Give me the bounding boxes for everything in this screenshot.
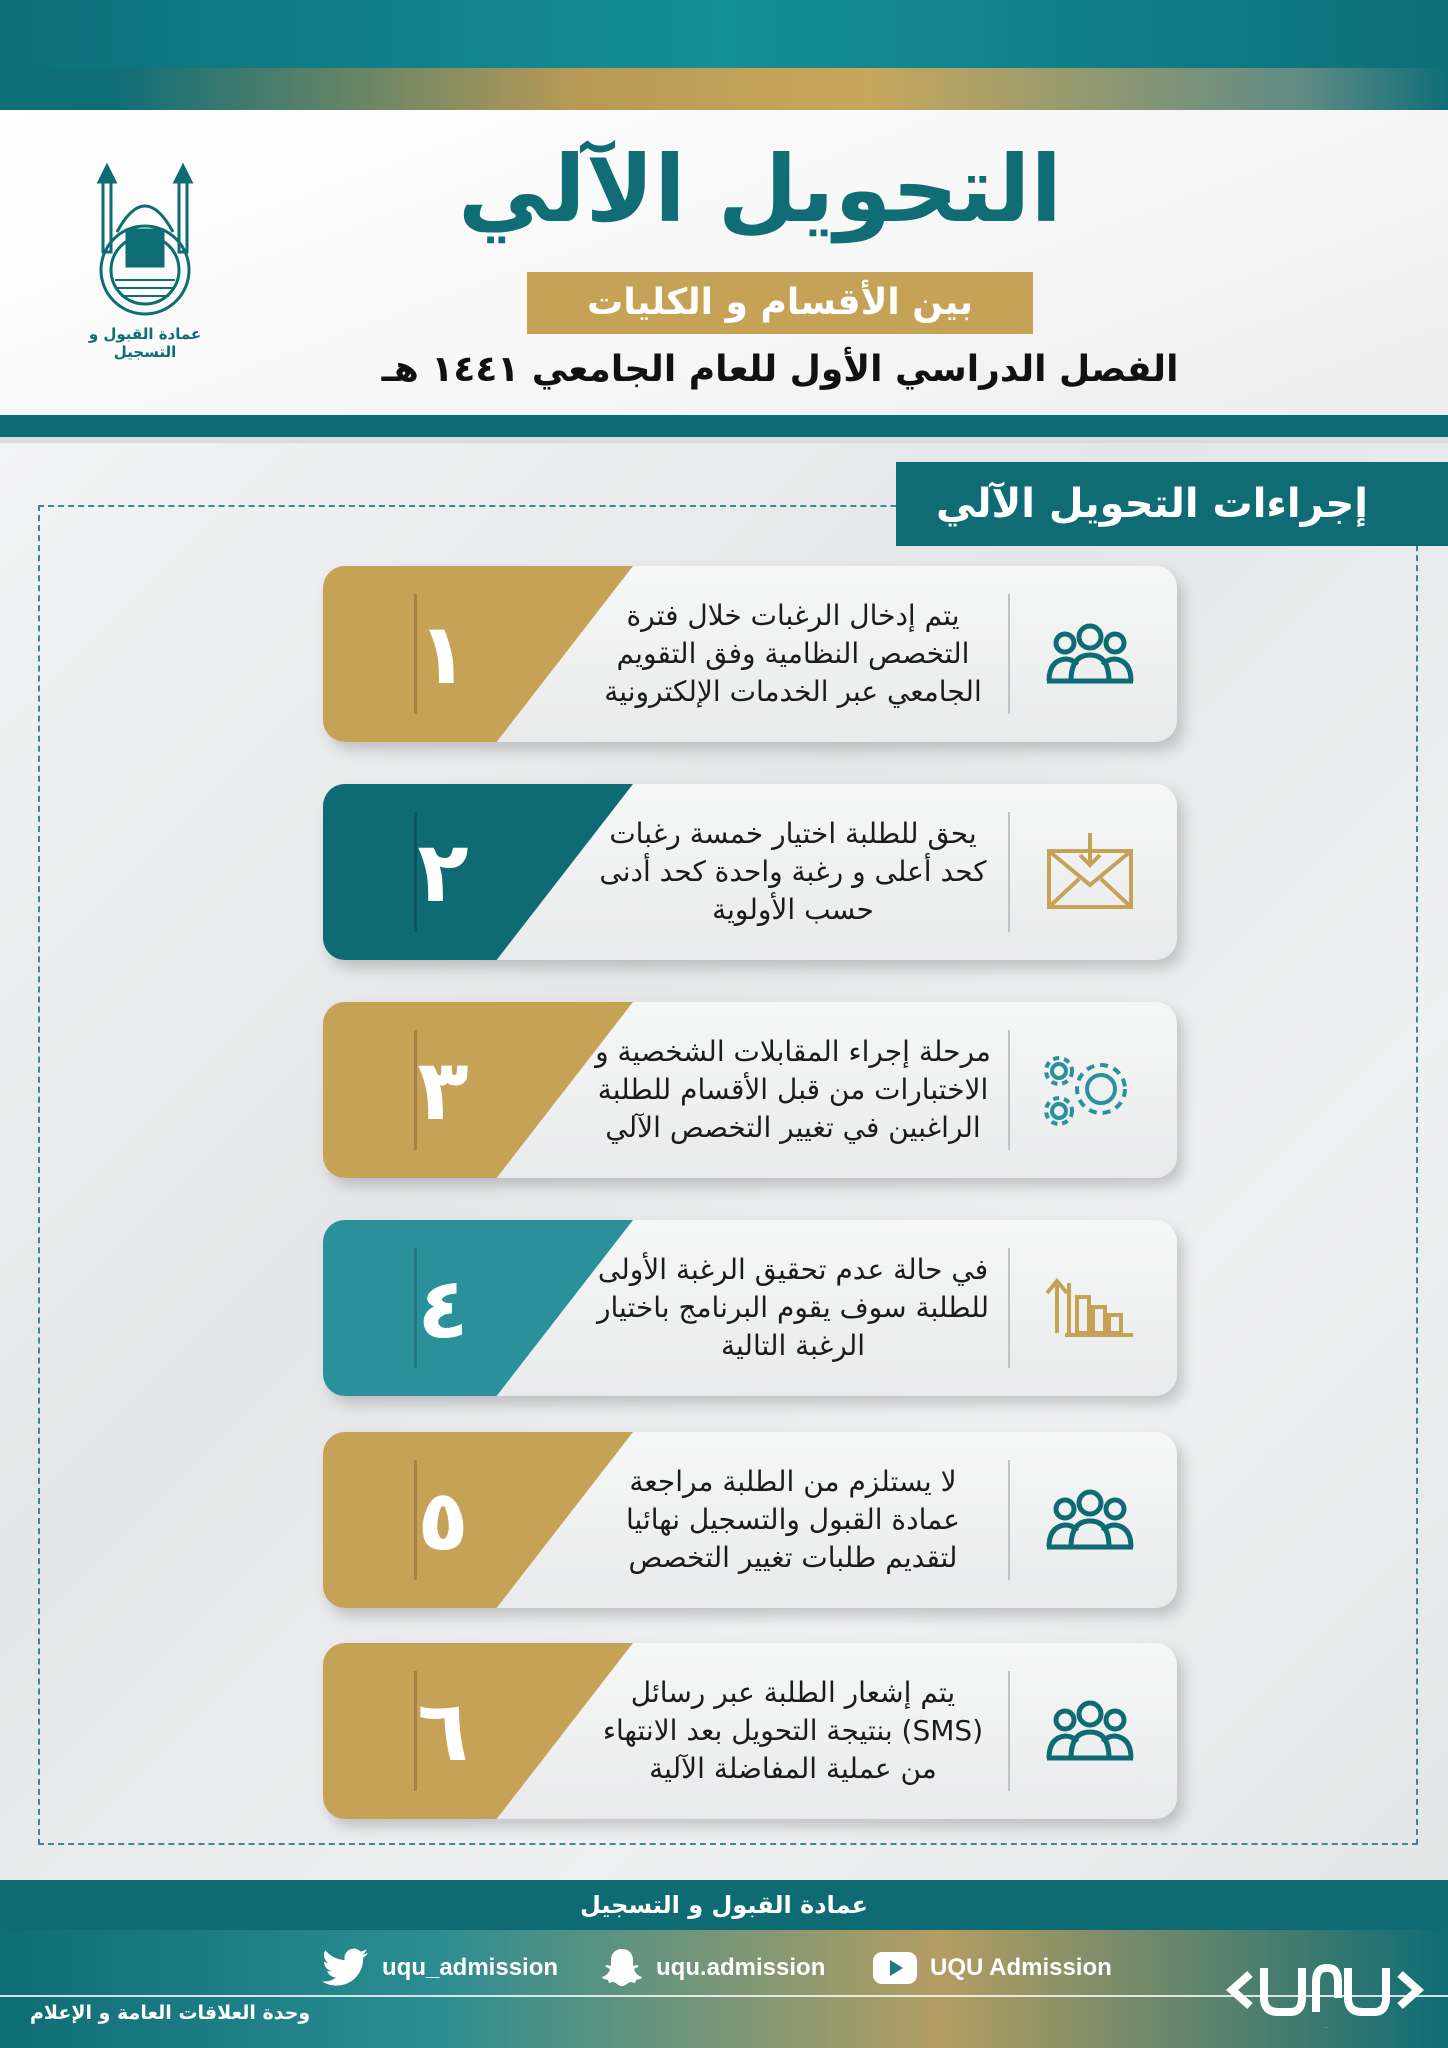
twitter-handle: uqu_admission (382, 1954, 559, 1981)
snapchat-link[interactable] (600, 1945, 825, 1991)
step-number: ٣ (417, 1041, 469, 1139)
step-number: ٥ (417, 1471, 469, 1569)
group-icon (1035, 1686, 1145, 1776)
header-rule (0, 415, 1448, 437)
group-icon (1035, 609, 1145, 699)
step-card-4 (323, 1220, 1177, 1396)
step-number: ١ (417, 605, 469, 703)
icon-divider (1008, 1248, 1010, 1368)
step-card-6 (323, 1643, 1177, 1819)
uqu-logo (1220, 1950, 1430, 2030)
logo-caption: عمادة القبول و التسجيل (88, 325, 202, 361)
step-number: ٤ (417, 1259, 469, 1357)
youtube-channel: UQU Admission (930, 1954, 1112, 1981)
icon-divider (1008, 594, 1010, 714)
group-icon (1035, 1475, 1145, 1565)
snapchat-handle: uqu.admission (656, 1954, 826, 1981)
step-card-2 (323, 784, 1177, 960)
twitter-icon (322, 1948, 370, 1988)
snapchat-icon (600, 1946, 644, 1990)
icon-divider (1008, 1460, 1010, 1580)
sort-ascending-icon (1035, 1263, 1145, 1353)
step-text: مرحلة إجراء المقابلات الشخصية و الاختبارات من قبل الأقسام للطلبة الراغبين في تغيير التخصص الآلي (595, 1035, 991, 1144)
gears-icon (1035, 1045, 1145, 1135)
twitter-link[interactable] (322, 1945, 558, 1991)
university-seal-icon (55, 160, 235, 320)
step-text: يتم إشعار الطلبة عبر رسائل (SMS) بنتيجة التحويل بعد الانتهاء من عملية المفاضلة الآلية (602, 1676, 984, 1785)
section-title: إجراءات التحويل الآلي (896, 462, 1448, 546)
footer-title: عمادة القبول و التسجيل (579, 1891, 869, 1919)
step-card-3 (323, 1002, 1177, 1178)
page-title: التحويل الآلي (458, 136, 1062, 243)
step-text: يحق للطلبة اختيار خمسة رغبات كحد أعلى و رغبة واحدة كحد أدنى حسب الأولوية (599, 817, 987, 926)
gold-band (0, 68, 1448, 110)
step-number: ٢ (417, 823, 469, 921)
step-number: ٦ (417, 1682, 469, 1780)
mail-download-icon (1035, 827, 1145, 917)
youtube-link[interactable] (872, 1945, 1112, 1991)
uqu-brand: UQU (1325, 2028, 1328, 2029)
icon-divider (1008, 1671, 1010, 1791)
term-label: الفصل الدراسي الأول للعام الجامعي ١٤٤١ هـ (381, 349, 1179, 390)
icon-divider (1008, 1030, 1010, 1150)
step-text: في حالة عدم تحقيق الرغبة الأولى للطلبة سوف يقوم البرنامج باختيار الرغبة التالية (597, 1253, 989, 1362)
step-text: يتم إدخال الرغبات خلال فترة التخصص النظامية وفق التقويم الجامعي عبر الخدمات الإلكترونية (604, 599, 982, 708)
step-card-1 (323, 566, 1177, 742)
step-card-5 (323, 1432, 1177, 1608)
pr-unit-label: وحدة العلاقات العامة و الإعلام (30, 2002, 311, 2024)
top-band (0, 0, 1448, 68)
university-logo (55, 160, 235, 361)
step-text: لا يستلزم من الطلبة مراجعة عمادة القبول والتسجيل نهائيا لتقديم طلبات تغيير التخصص (626, 1465, 960, 1574)
youtube-icon (872, 1951, 918, 1985)
subtitle-badge: بين الأقسام و الكليات (527, 272, 1033, 334)
icon-divider (1008, 812, 1010, 932)
